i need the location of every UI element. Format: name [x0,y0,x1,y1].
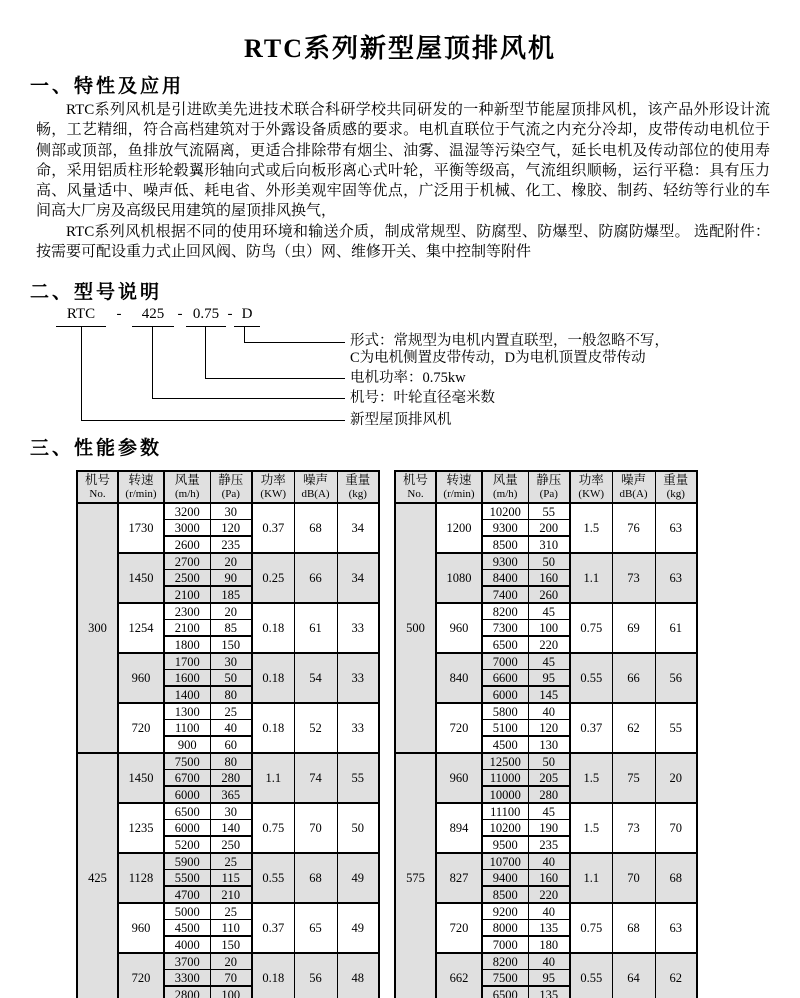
callout-form [350,333,669,367]
table-row [395,703,697,720]
cell-pressure: 135 [528,986,570,998]
cell-pressure: 30 [210,653,252,670]
cell-power: 0.37 [252,903,294,953]
cell-pressure: 115 [210,870,252,887]
cell-pressure: 200 [528,520,570,537]
cell-noise: 68 [294,503,337,553]
cell-power: 0.37 [570,703,612,753]
cell-power: 1.5 [570,803,612,853]
cell-rpm: 1200 [436,503,482,553]
cell-pressure: 80 [210,686,252,703]
header-row [395,471,697,503]
cell-flow: 2800 [164,986,210,998]
cell-pressure: 20 [210,553,252,570]
table-row [77,553,379,570]
cell-flow: 3300 [164,970,210,987]
cell-pressure: 45 [528,653,570,670]
cell-pressure: 40 [528,953,570,970]
cell-weight: 55 [337,753,379,803]
column-header: 功率 (KW) [252,471,294,503]
cell-pressure: 250 [210,836,252,853]
cell-flow: 1400 [164,686,210,703]
cell-pressure: 310 [528,536,570,553]
cell-flow: 10200 [482,503,528,520]
cell-flow: 2300 [164,603,210,620]
table-row [395,903,697,920]
cell-pressure: 150 [210,936,252,953]
cell-flow: 7500 [164,753,210,770]
cell-flow: 6500 [482,636,528,653]
cell-flow: 4700 [164,886,210,903]
cell-pressure: 40 [528,903,570,920]
column-header: 重量 (kg) [655,471,697,503]
cell-rpm: 720 [118,953,164,998]
performance-table-right [394,470,698,998]
cell-pressure: 30 [210,803,252,820]
cell-pressure: 140 [210,820,252,837]
cell-rpm: 720 [118,703,164,753]
cell-pressure: 220 [528,886,570,903]
column-header: 机号 No. [395,471,436,503]
cell-pressure: 30 [210,503,252,520]
cell-pressure: 160 [528,870,570,887]
cell-flow: 9500 [482,836,528,853]
cell-flow: 5000 [164,903,210,920]
column-header: 转速 (r/min) [118,471,164,503]
cell-pressure: 25 [210,903,252,920]
cell-weight: 33 [337,703,379,753]
cell-pressure: 280 [210,770,252,787]
cell-weight: 20 [655,753,697,803]
callout-size: 机号：叶轮直径毫米数 [350,390,495,406]
cell-flow: 7500 [482,970,528,987]
table-row [77,953,379,970]
cell-flow: 5100 [482,720,528,737]
callout-line-series [81,326,345,421]
cell-rpm: 720 [436,903,482,953]
cell-power: 1.1 [570,853,612,903]
cell-power: 0.25 [252,553,294,603]
cell-flow: 3000 [164,520,210,537]
cell-pressure: 70 [210,970,252,987]
cell-pressure: 100 [210,986,252,998]
callout-power: 电机功率：0.75kw [350,370,466,386]
cell-weight: 49 [337,903,379,953]
cell-rpm: 1254 [118,603,164,653]
model-form: D [234,306,260,327]
callout-form-line1: 形式：常规型为电机内置直联型，一般忽略不写， [350,333,669,349]
cell-weight: 68 [655,853,697,903]
cell-flow: 5200 [164,836,210,853]
features-paragraph-1: RTC系列风机是引进欧美先进技术联合科研学校共同研发的一种新型节能屋顶排风机，该产品外形设计流畅，工艺精细，符合高档建筑对于外露设备质感的要求。电机直联位于气流之内充分冷却，皮带传动电机位于侧部或顶部，鱼排放气流隔离，更适合排除带有烟尘、油雾、温湿等污染空气，延长电机及传动部位的使用寿命，采用铝质柱形轮毂翼形轴向式或后向板形离心式叶轮，平衡等级高，气流组织顺畅，运行平稳：具有压力高、风量适中、噪声低、耗电省、外形美观牢固等优点，广泛用于机械、化工、橡胶、制药、轻纺等行业的车间高大厂房及高级民用建筑的屋顶排风换气， [36,102,770,220]
cell-pressure: 80 [210,753,252,770]
cell-pressure: 120 [528,720,570,737]
cell-flow: 8400 [482,570,528,587]
cell-weight: 70 [655,803,697,853]
section-heading-features: 一、特性及应用 [30,76,185,97]
cell-noise: 62 [612,703,655,753]
cell-flow: 6500 [164,803,210,820]
cell-rpm: 960 [436,753,482,803]
cell-weight: 61 [655,603,697,653]
cell-pressure: 85 [210,620,252,637]
cell-weight: 55 [655,703,697,753]
column-header: 静压 (Pa) [528,471,570,503]
cell-flow: 12500 [482,753,528,770]
cell-pressure: 120 [210,520,252,537]
cell-noise: 69 [612,603,655,653]
cell-power: 1.5 [570,503,612,553]
cell-flow: 3700 [164,953,210,970]
cell-pressure: 40 [528,853,570,870]
cell-pressure: 185 [210,586,252,603]
cell-pressure: 220 [528,636,570,653]
cell-flow: 5800 [482,703,528,720]
column-header: 风量 (m/h) [482,471,528,503]
table-row [77,603,379,620]
cell-pressure: 190 [528,820,570,837]
table-row [77,703,379,720]
cell-rpm: 662 [436,953,482,998]
cell-flow: 10000 [482,786,528,803]
table-row [77,803,379,820]
cell-rpm: 1128 [118,853,164,903]
cell-flow: 7000 [482,653,528,670]
cell-pressure: 25 [210,853,252,870]
cell-noise: 74 [294,753,337,803]
cell-flow: 6000 [482,686,528,703]
cell-flow: 6500 [482,986,528,998]
cell-pressure: 20 [210,953,252,970]
cell-noise: 66 [612,653,655,703]
cell-flow: 11000 [482,770,528,787]
table-row [395,603,697,620]
cell-power: 1.5 [570,753,612,803]
cell-pressure: 45 [528,803,570,820]
cell-rpm: 840 [436,653,482,703]
cell-pressure: 55 [528,503,570,520]
cell-pressure: 95 [528,670,570,687]
cell-pressure: 260 [528,586,570,603]
cell-size-no: 425 [77,753,118,998]
cell-rpm: 960 [118,653,164,703]
cell-flow: 2700 [164,553,210,570]
cell-rpm: 720 [436,703,482,753]
cell-flow: 2100 [164,620,210,637]
section-heading-performance: 三、性能参数 [30,438,163,459]
table-row [77,853,379,870]
cell-pressure: 365 [210,786,252,803]
cell-flow: 6600 [482,670,528,687]
cell-weight: 33 [337,653,379,703]
cell-flow: 8200 [482,953,528,970]
column-header: 机号 No. [77,471,118,503]
cell-noise: 52 [294,703,337,753]
cell-weight: 50 [337,803,379,853]
cell-power: 0.55 [570,953,612,998]
cell-flow: 4000 [164,936,210,953]
header-row [77,471,379,503]
cell-noise: 66 [294,553,337,603]
cell-power: 0.75 [570,603,612,653]
cell-weight: 34 [337,503,379,553]
table-row [395,753,697,770]
cell-pressure: 50 [528,553,570,570]
column-header: 功率 (KW) [570,471,612,503]
cell-rpm: 1235 [118,803,164,853]
column-header: 静压 (Pa) [210,471,252,503]
column-header: 噪声 dB(A) [612,471,655,503]
cell-noise: 75 [612,753,655,803]
cell-weight: 63 [655,503,697,553]
cell-power: 0.18 [252,653,294,703]
cell-rpm: 1450 [118,753,164,803]
cell-flow: 9400 [482,870,528,887]
cell-noise: 65 [294,903,337,953]
cell-pressure: 160 [528,570,570,587]
table-row [395,653,697,670]
cell-weight: 63 [655,553,697,603]
cell-pressure: 40 [528,703,570,720]
cell-flow: 4500 [482,736,528,753]
cell-flow: 1800 [164,636,210,653]
table-row [395,553,697,570]
cell-weight: 63 [655,903,697,953]
cell-weight: 62 [655,953,697,998]
cell-flow: 10700 [482,853,528,870]
cell-flow: 8200 [482,603,528,620]
cell-noise: 70 [612,853,655,903]
cell-flow: 6700 [164,770,210,787]
cell-flow: 7400 [482,586,528,603]
cell-pressure: 110 [210,920,252,937]
table-row [395,953,697,970]
cell-power: 1.1 [570,553,612,603]
section-heading-model: 二、型号说明 [30,282,163,303]
table-row [395,503,697,520]
cell-pressure: 210 [210,886,252,903]
cell-pressure: 235 [210,536,252,553]
cell-weight: 48 [337,953,379,998]
cell-rpm: 894 [436,803,482,853]
cell-flow: 1300 [164,703,210,720]
cell-noise: 68 [294,853,337,903]
table-row [77,503,379,520]
cell-power: 0.18 [252,703,294,753]
cell-flow: 6000 [164,820,210,837]
cell-flow: 9300 [482,553,528,570]
features-paragraph-2: RTC系列风机根据不同的使用环境和输送介质，制成常规型、防腐型、防爆型、防腐防爆型。 选配附件：按需要可配设重力式止回风阀、防鸟（虫）网、维修开关、集中控制等附件 [36,223,770,261]
cell-pressure: 130 [528,736,570,753]
cell-flow: 7000 [482,936,528,953]
cell-power: 0.18 [252,953,294,998]
cell-size-no: 575 [395,753,436,998]
cell-pressure: 60 [210,736,252,753]
cell-pressure: 280 [528,786,570,803]
column-header: 转速 (r/min) [436,471,482,503]
cell-flow: 8500 [482,886,528,903]
performance-table-left [76,470,380,998]
cell-flow: 7300 [482,620,528,637]
cell-weight: 49 [337,853,379,903]
model-dash-1: - [116,306,122,322]
cell-rpm: 1730 [118,503,164,553]
column-header: 噪声 dB(A) [294,471,337,503]
cell-flow: 1700 [164,653,210,670]
cell-rpm: 960 [436,603,482,653]
model-dash-3: - [227,306,233,322]
cell-pressure: 135 [528,920,570,937]
cell-noise: 68 [612,903,655,953]
cell-pressure: 90 [210,570,252,587]
cell-pressure: 95 [528,970,570,987]
cell-size-no: 300 [77,503,118,753]
cell-flow: 8000 [482,920,528,937]
cell-power: 0.55 [570,653,612,703]
cell-flow: 2100 [164,586,210,603]
cell-power: 0.75 [570,903,612,953]
cell-pressure: 235 [528,836,570,853]
column-header: 风量 (m/h) [164,471,210,503]
cell-power: 1.1 [252,753,294,803]
cell-flow: 2500 [164,570,210,587]
cell-pressure: 145 [528,686,570,703]
cell-power: 0.18 [252,603,294,653]
cell-pressure: 40 [210,720,252,737]
table-row [77,753,379,770]
model-dash-2: - [177,306,183,322]
cell-pressure: 50 [528,753,570,770]
cell-pressure: 100 [528,620,570,637]
cell-weight: 33 [337,603,379,653]
cell-noise: 64 [612,953,655,998]
table-row [395,803,697,820]
cell-flow: 8500 [482,536,528,553]
cell-flow: 1100 [164,720,210,737]
cell-flow: 2600 [164,536,210,553]
cell-pressure: 25 [210,703,252,720]
cell-flow: 9300 [482,520,528,537]
cell-pressure: 50 [210,670,252,687]
cell-power: 0.55 [252,853,294,903]
cell-flow: 9200 [482,903,528,920]
cell-flow: 10200 [482,820,528,837]
cell-flow: 6000 [164,786,210,803]
cell-flow: 5900 [164,853,210,870]
cell-pressure: 180 [528,936,570,953]
page-title: RTC系列新型屋顶排风机 [244,34,556,63]
cell-flow: 5500 [164,870,210,887]
cell-noise: 76 [612,503,655,553]
cell-power: 0.37 [252,503,294,553]
cell-rpm: 960 [118,903,164,953]
table-row [77,653,379,670]
cell-noise: 54 [294,653,337,703]
cell-flow: 1600 [164,670,210,687]
table-row [395,853,697,870]
cell-pressure: 20 [210,603,252,620]
model-power: 0.75 [186,306,226,327]
column-header: 重量 (kg) [337,471,379,503]
cell-noise: 70 [294,803,337,853]
cell-noise: 56 [294,953,337,998]
table-row [77,903,379,920]
cell-power: 0.75 [252,803,294,853]
cell-size-no: 500 [395,503,436,753]
cell-rpm: 1080 [436,553,482,603]
cell-pressure: 150 [210,636,252,653]
cell-rpm: 1450 [118,553,164,603]
model-series: RTC [56,306,106,327]
cell-noise: 73 [612,803,655,853]
cell-weight: 34 [337,553,379,603]
cell-flow: 11100 [482,803,528,820]
cell-rpm: 827 [436,853,482,903]
cell-weight: 56 [655,653,697,703]
cell-flow: 4500 [164,920,210,937]
cell-pressure: 205 [528,770,570,787]
cell-pressure: 45 [528,603,570,620]
model-size: 425 [132,306,174,327]
features-text [36,100,770,262]
cell-noise: 73 [612,553,655,603]
cell-noise: 61 [294,603,337,653]
callout-form-line2: C为电机侧置皮带传动，D为电机顶置皮带传动 [350,350,646,366]
cell-flow: 900 [164,736,210,753]
cell-flow: 3200 [164,503,210,520]
callout-series: 新型屋顶排风机 [350,412,452,428]
